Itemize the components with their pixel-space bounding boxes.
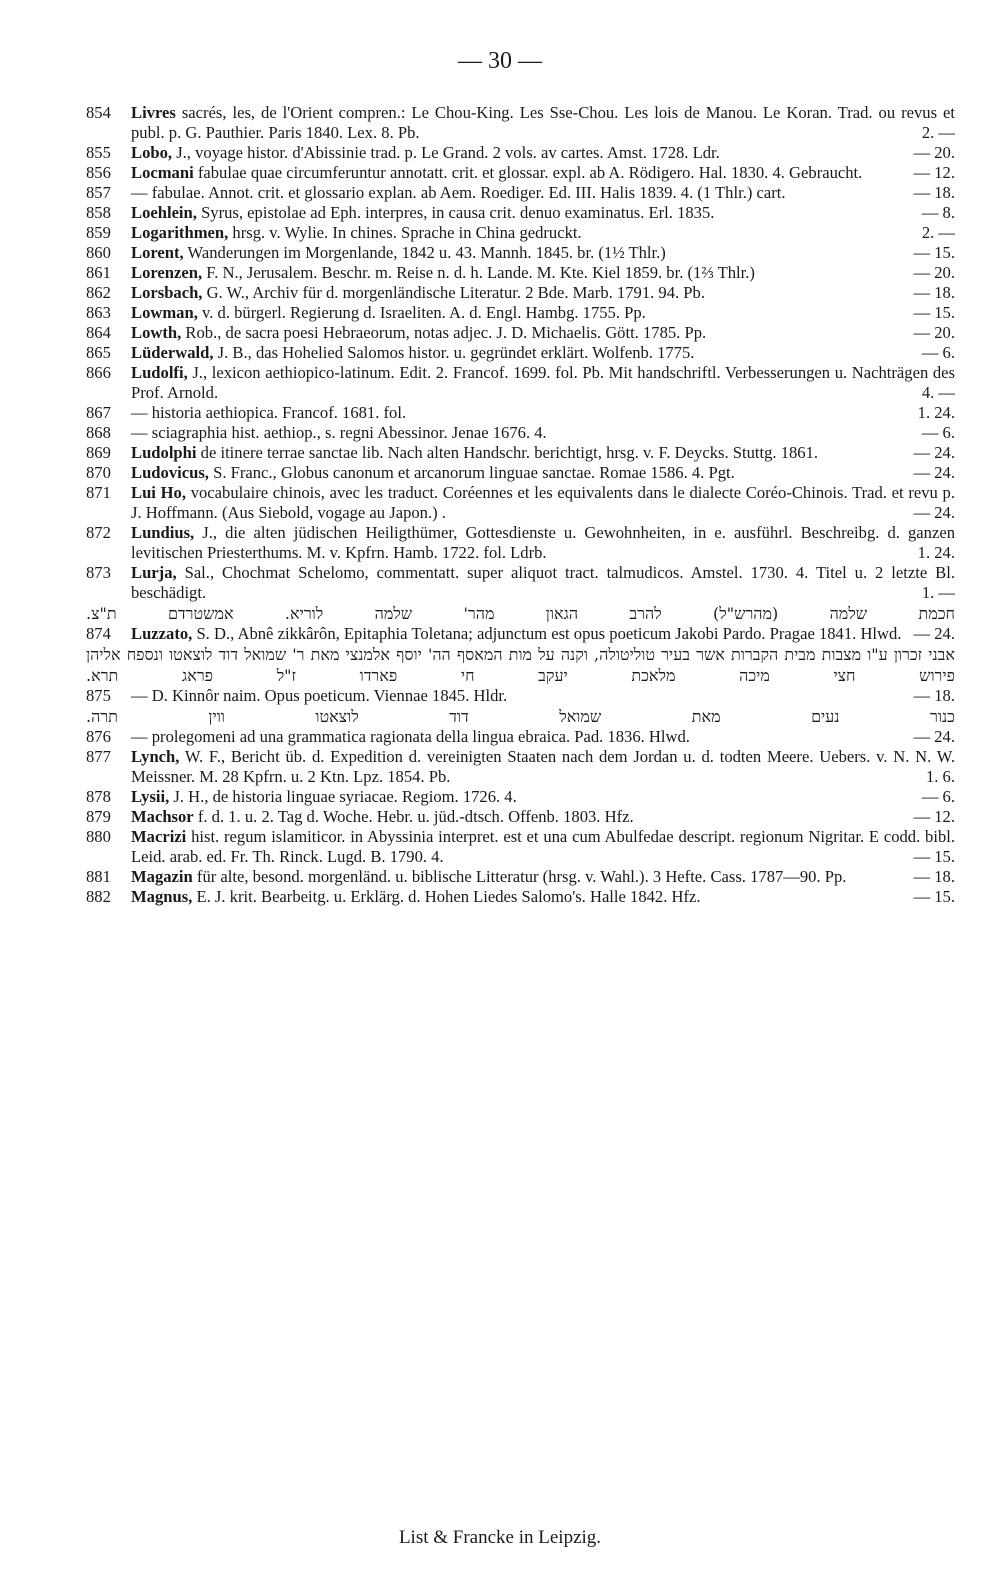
entry-description: für alte, besond. morgenländ. u. biblische Litteratur (hrsg. v. Wahl.). 3 Hefte. Cass. 1787—90. Pp. bbox=[192, 867, 847, 886]
entry-description: J. B., das Hohelied Salomos histor. u. gegründet erklärt. Wolfenb. 1775. bbox=[213, 343, 695, 362]
catalog-entry bbox=[86, 787, 955, 807]
catalog-entry bbox=[86, 323, 955, 343]
entry-number: 859 bbox=[86, 223, 111, 242]
entry-price: 1. — bbox=[921, 583, 955, 602]
entry-heading: Lowman, bbox=[131, 303, 198, 322]
entry-description: f. d. 1. u. 2. Tag d. Woche. Hebr. u. jüd.-dtsch. Offenb. 1803. Hfz. bbox=[193, 807, 634, 826]
catalog-entry bbox=[86, 163, 955, 183]
entry-description: G. W., Archiv für d. morgenländische Literatur. 2 Bde. Marb. 1791. 94. Pb. bbox=[202, 283, 705, 302]
catalog-entry bbox=[86, 343, 955, 363]
entry-number: 870 bbox=[86, 463, 111, 482]
entry-number: 854 bbox=[86, 103, 111, 122]
entry-description: J., die alten jüdischen Heiligthümer, Gottesdienste u. Gewohnheiten, in e. ausführl. Beschreibg. d. ganzen levitischen Priesterthums. M. v. Kpfrn. Hamb. 1722. fol. Ldrb. bbox=[131, 523, 955, 562]
entry-price: — 24. bbox=[913, 624, 955, 643]
entry-description: fabulae quae circumferuntur annotatt. crit. et glossar. expl. ab A. Rödigero. Hal. 1830. 4. Gebraucht. bbox=[193, 163, 863, 182]
entry-number: 863 bbox=[86, 303, 111, 322]
catalog-entry bbox=[86, 183, 955, 203]
entry-price: — 24. bbox=[913, 503, 955, 522]
catalog-entry bbox=[86, 103, 955, 143]
catalog-entry bbox=[86, 563, 955, 624]
entry-number: 856 bbox=[86, 163, 111, 182]
catalog-entry bbox=[86, 483, 955, 523]
entry-number: 882 bbox=[86, 887, 111, 906]
entry-price: 4. — bbox=[921, 383, 955, 402]
entry-price: — 12. bbox=[913, 807, 955, 826]
entry-heading: Lobo, bbox=[131, 143, 173, 162]
entry-heading: Logarithmen, bbox=[131, 223, 229, 242]
entry-price: — 24. bbox=[913, 727, 955, 746]
entry-description: hist. regum islamiticor. in Abyssinia interpret. est et una cum Abulfedae descript. regionum Nigritar. E codd. bibl. Leid. arab. ed. Fr. Th. Rinck. Lugd. B. 1790. 4. bbox=[131, 827, 955, 866]
entry-description: — fabulae. Annot. crit. et glossario explan. ab Aem. Roediger. Ed. III. Halis 1839. 4. (1 Thlr.) cart. bbox=[131, 183, 786, 202]
entry-description: J., voyage histor. d'Abissinie trad. p. Le Grand. 2 vols. av cartes. Amst. 1728. Ldr. bbox=[172, 143, 720, 162]
entry-number: 881 bbox=[86, 867, 111, 886]
catalog-entry bbox=[86, 243, 955, 263]
entry-price: — 12. bbox=[913, 163, 955, 182]
entry-heading: Lorsbach, bbox=[131, 283, 203, 302]
entry-price: — 24. bbox=[913, 443, 955, 462]
catalog-entry bbox=[86, 887, 955, 907]
catalog-entry bbox=[86, 624, 955, 686]
entry-price: — 18. bbox=[913, 283, 955, 302]
entry-number: 874 bbox=[86, 624, 111, 643]
catalog-entry bbox=[86, 263, 955, 283]
catalog-entry bbox=[86, 303, 955, 323]
entry-description: v. d. bürgerl. Regierung d. Israeliten. A. d. Engl. Hambg. 1755. Pp. bbox=[197, 303, 646, 322]
entry-number: 872 bbox=[86, 523, 111, 542]
catalog-entry bbox=[86, 403, 955, 423]
catalog-entry bbox=[86, 143, 955, 163]
entry-heading: Macrizi bbox=[131, 827, 187, 846]
entry-number: 861 bbox=[86, 263, 111, 282]
catalog-entry bbox=[86, 203, 955, 223]
catalog-entry bbox=[86, 443, 955, 463]
catalog-entry bbox=[86, 363, 955, 403]
entry-number: 880 bbox=[86, 827, 111, 846]
catalog-entry bbox=[86, 423, 955, 443]
entry-price: — 24. bbox=[913, 463, 955, 482]
entry-description: — sciagraphia hist. aethiop., s. regni Abessinor. Jenae 1676. 4. bbox=[131, 423, 547, 442]
entry-number: 878 bbox=[86, 787, 111, 806]
catalog-entry bbox=[86, 807, 955, 827]
entry-price: — 18. bbox=[913, 686, 955, 705]
entry-description: — historia aethiopica. Francof. 1681. fol. bbox=[131, 403, 407, 422]
entry-description: S. D., Abnê zikkârôn, Epitaphia Toletana; adjunctum est opus poeticum Jakobi Pardo. Pragae 1841. Hlwd. bbox=[192, 624, 902, 643]
entry-description: Sal., Chochmat Schelomo, commentatt. super aliquot tract. talmudicos. Amstel. 1730. 4. Titel u. 2 letzte Bl. beschädigt. bbox=[131, 563, 955, 602]
catalog-entry bbox=[86, 283, 955, 303]
entry-heading: Lundius, bbox=[131, 523, 195, 542]
entry-heading: Ludolfi, bbox=[131, 363, 188, 382]
entry-price: — 8. bbox=[921, 203, 955, 222]
entry-number: 869 bbox=[86, 443, 111, 462]
catalog-entry bbox=[86, 523, 955, 563]
entry-number: 877 bbox=[86, 747, 111, 766]
entry-number: 871 bbox=[86, 483, 111, 502]
entry-number: 873 bbox=[86, 563, 111, 582]
entry-heading: Lui Ho, bbox=[131, 483, 186, 502]
entry-price: 1. 24. bbox=[917, 403, 955, 422]
entry-heading: Magnus, bbox=[131, 887, 193, 906]
catalog-entry bbox=[86, 686, 955, 727]
entry-number: 865 bbox=[86, 343, 111, 362]
entry-description: sacrés, les, de l'Orient compren.: Le Chou-King. Les Sse-Chou. Les lois de Manou. Le Koran. Trad. ou revus et publ. p. G. Pauthier. Paris 1840. Lex. 8. Pb. bbox=[131, 103, 955, 142]
entry-hebrew-title: אבני זכרון ע"ו מצבות מבית הקברות אשר בעיר טוליטולה, וקנה על מות המאסף הה' יוסף אלמנצי מאת ר' שמואל דוד לוצאטו ונספח אליהן פירוש חצי מיכה מלאכת יעקב חי פארדו ז"ל פראג תרא. bbox=[86, 645, 955, 685]
entry-number: 858 bbox=[86, 203, 111, 222]
entry-description: J., lexicon aethiopico-latinum. Edit. 2. Francof. 1699. fol. Pb. Mit handschriftl. Verbesserungen u. Nachträgen des Prof. Arnold. bbox=[131, 363, 955, 402]
entry-heading: Locmani bbox=[131, 163, 194, 182]
entry-price: — 20. bbox=[913, 263, 955, 282]
page-number: — 30 — bbox=[458, 48, 542, 74]
entry-number: 860 bbox=[86, 243, 111, 262]
entry-heading: Ludovicus, bbox=[131, 463, 209, 482]
entry-price: — 20. bbox=[913, 143, 955, 162]
entry-description: — D. Kinnôr naim. Opus poeticum. Viennae 1845. Hldr. bbox=[131, 686, 508, 705]
entry-number: 857 bbox=[86, 183, 111, 202]
entry-description: vocabulaire chinois, avec les traduct. Coréennes et les equivalents dans le dialecte Coréo-Chinois. Trad. et revu p. J. Hoffmann. (Aus Siebold, vogage au Japon.) . bbox=[131, 483, 955, 522]
entry-price: — 20. bbox=[913, 323, 955, 342]
entry-price: — 6. bbox=[921, 423, 955, 442]
catalog-entry bbox=[86, 747, 955, 787]
catalog-entry bbox=[86, 867, 955, 887]
entry-price: 2. — bbox=[921, 123, 955, 142]
entry-description: hrsg. v. Wylie. In chines. Sprache in China gedruckt. bbox=[228, 223, 582, 242]
entry-heading: Loehlein, bbox=[131, 203, 197, 222]
entry-description: Syrus, epistolae ad Eph. interpres, in causa crit. denuo examinatus. Erl. 1835. bbox=[196, 203, 715, 222]
publisher-footer: List & Francke in Leipzig. bbox=[398, 1527, 602, 1548]
entry-price: — 18. bbox=[913, 183, 955, 202]
entry-number: 876 bbox=[86, 727, 111, 746]
entry-description: S. Franc., Globus canonum et arcanorum linguae sanctae. Romae 1586. 4. Pgt. bbox=[208, 463, 735, 482]
entry-description: E. J. krit. Bearbeitg. u. Erklärg. d. Hohen Liedes Salomo's. Halle 1842. Hfz. bbox=[192, 887, 701, 906]
catalog-entry bbox=[86, 463, 955, 483]
catalog-entry bbox=[86, 827, 955, 867]
entry-price: — 15. bbox=[913, 243, 955, 262]
entry-price: — 6. bbox=[921, 343, 955, 362]
entry-heading: Magazin bbox=[131, 867, 193, 886]
entry-heading: Lorent, bbox=[131, 243, 184, 262]
entry-hebrew-title: חכמת שלמה (מהרש"ל) להרב הגאון מהר' שלמה לוריא. אמשטרדם ת"צ. bbox=[86, 604, 955, 623]
entry-description: Rob., de sacra poesi Hebraeorum, notas adjec. J. D. Michaelis. Gött. 1785. Pp. bbox=[181, 323, 707, 342]
entry-heading: Lynch, bbox=[131, 747, 180, 766]
entry-price: 1. 24. bbox=[917, 543, 955, 562]
entry-description: F. N., Jerusalem. Beschr. m. Reise n. d. h. Lande. M. Kte. Kiel 1859. br. (1⅔ Thlr.) bbox=[202, 263, 755, 282]
entry-number: 862 bbox=[86, 283, 111, 302]
entry-heading: Ludolphi bbox=[131, 443, 197, 462]
entry-heading: Machsor bbox=[131, 807, 194, 826]
entry-price: — 15. bbox=[913, 887, 955, 906]
entry-description: — prolegomeni ad una grammatica ragionata della lingua ebraica. Pad. 1836. Hlwd. bbox=[131, 727, 690, 746]
entry-heading: Lysii, bbox=[131, 787, 170, 806]
entry-number: 855 bbox=[86, 143, 111, 162]
entry-number: 867 bbox=[86, 403, 111, 422]
entry-heading: Lowth, bbox=[131, 323, 182, 342]
entry-heading: Lorenzen, bbox=[131, 263, 203, 282]
entry-description: de itinere terrae sanctae lib. Nach alten Handschr. berichtigt, hrsg. v. F. Deycks. Stuttg. 1861. bbox=[196, 443, 819, 462]
entry-description: Wanderungen im Morgenlande, 1842 u. 43. Mannh. 1845. br. (1½ Thlr.) bbox=[183, 243, 666, 262]
entry-heading: Luzzato, bbox=[131, 624, 193, 643]
entry-price: 2. — bbox=[921, 223, 955, 242]
entry-price: — 15. bbox=[913, 303, 955, 322]
entry-price: — 6. bbox=[921, 787, 955, 806]
entry-description: W. F., Bericht üb. d. Expedition d. vereinigten Staaten nach dem Jordan u. d. todten Meere. Uebers. v. N. N. W. Meissner. M. 28 Kpfrn. u. 2 Ktn. Lpz. 1854. Pb. bbox=[131, 747, 955, 786]
entry-hebrew-title: כנור נעים מאת שמואל דוד לוצאטו ווין תרה. bbox=[86, 707, 955, 726]
entry-price: — 15. bbox=[913, 847, 955, 866]
entry-number: 866 bbox=[86, 363, 111, 382]
entry-price: — 18. bbox=[913, 867, 955, 886]
catalog-entry bbox=[86, 727, 955, 747]
entry-heading: Livres bbox=[131, 103, 176, 122]
entry-number: 864 bbox=[86, 323, 111, 342]
catalog-entry bbox=[86, 223, 955, 243]
entry-heading: Lurja, bbox=[131, 563, 177, 582]
entry-number: 875 bbox=[86, 686, 111, 705]
entry-description: J. H., de historia linguae syriacae. Regiom. 1726. 4. bbox=[169, 787, 517, 806]
entry-price: 1. 6. bbox=[925, 767, 955, 786]
entry-number: 868 bbox=[86, 423, 111, 442]
catalog-entries bbox=[86, 103, 955, 907]
entry-heading: Lüderwald, bbox=[131, 343, 214, 362]
entry-number: 879 bbox=[86, 807, 111, 826]
